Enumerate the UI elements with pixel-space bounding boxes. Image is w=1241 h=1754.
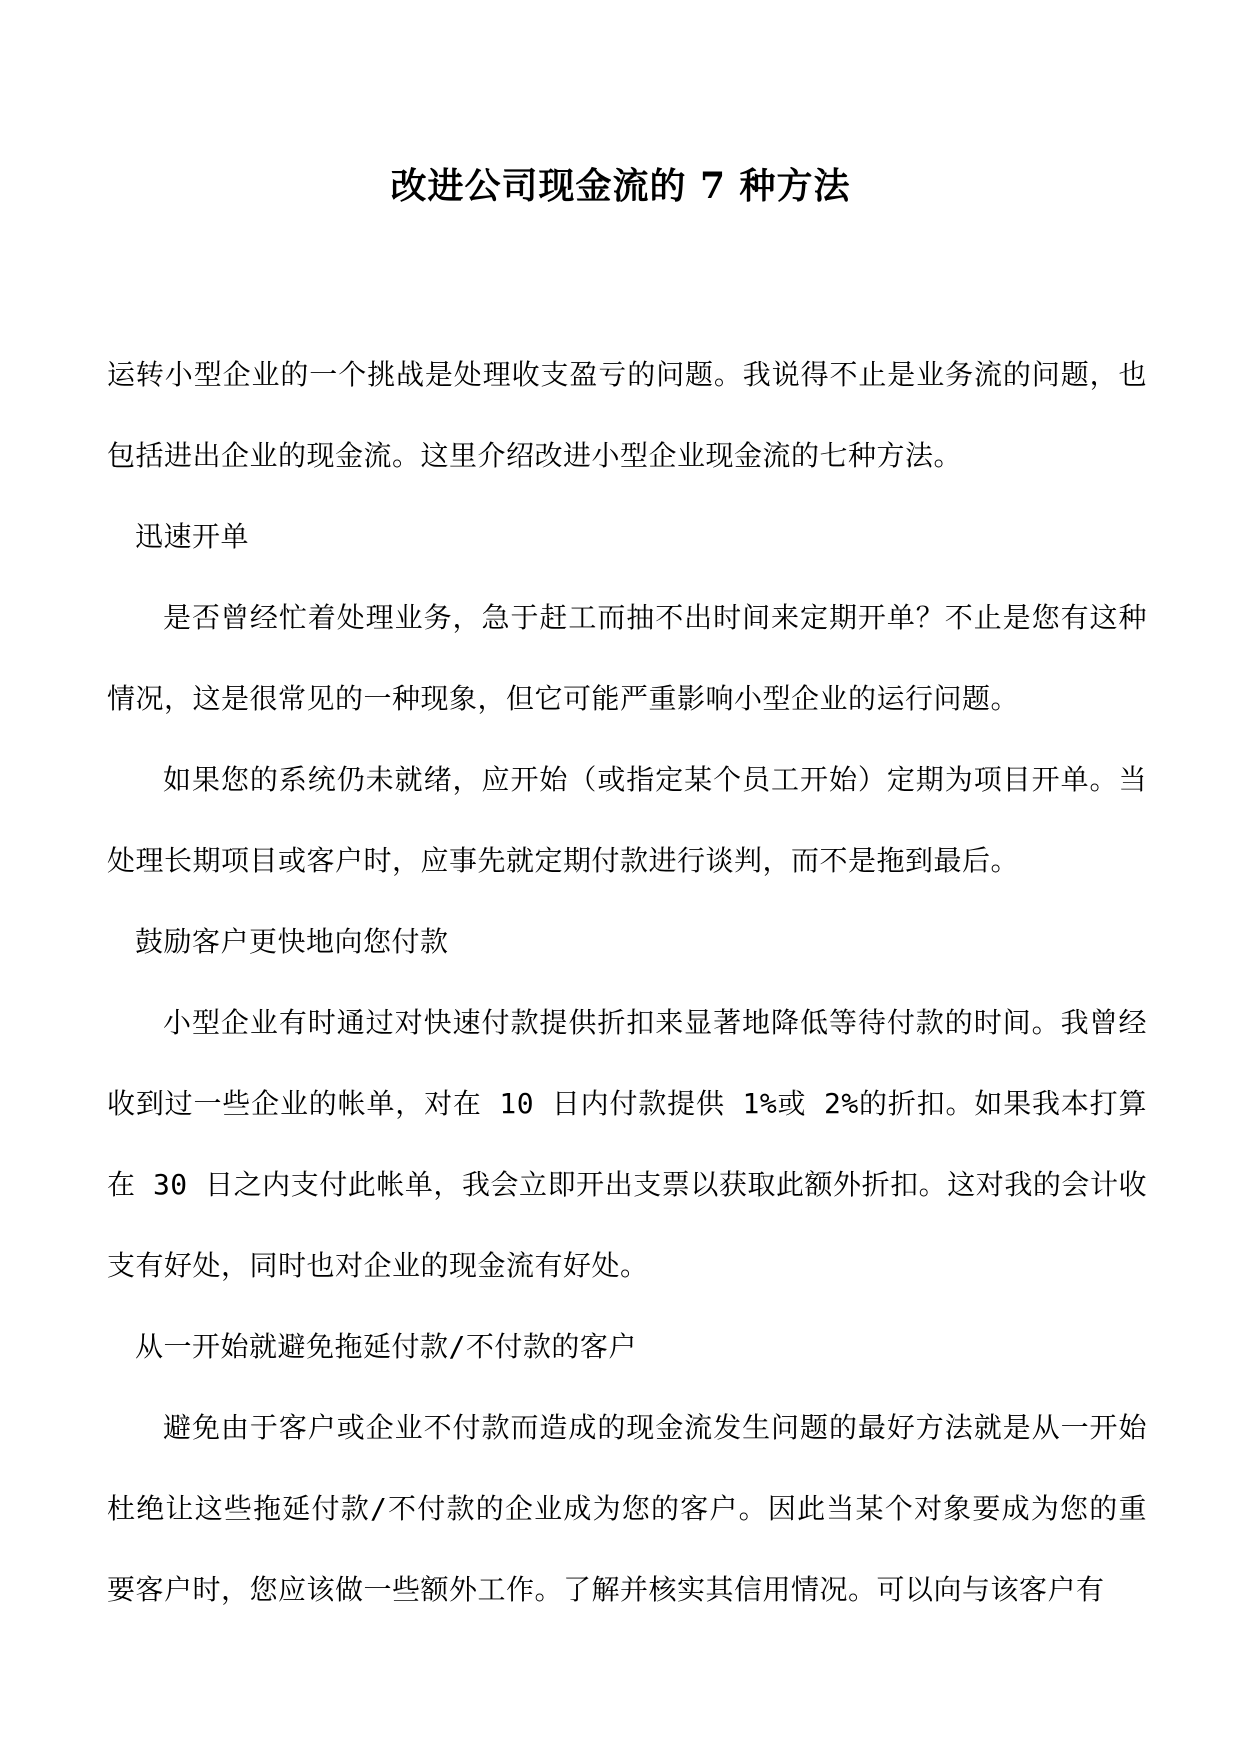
paragraph-payment-discount: 小型企业有时通过对快速付款提供折扣来显著地降低等待付款的时间。我曾经收到过一些企业的帐单，对在 10 日内付款提供 1%或 2%的折扣。如果我本打算在 30 日之内支付此帐单，我会立即开出支票以获取此额外折扣。这对我的会计收支有好处，同时也对企业的现金流有好处。 [107,1006,1147,1282]
section-heading-invoice-quickly: 迅速开单 [135,520,250,553]
document-title: 改进公司现金流的 7 种方法 [390,165,851,207]
section-heading-encourage-payment: 鼓励客户更快地向您付款 [135,925,449,958]
paragraph-avoid-late-payers: 避免由于客户或企业不付款而造成的现金流发生问题的最好方法就是从一开始杜绝让这些拖延付款/不付款的企业成为您的客户。因此当某个对象要成为您的重要客户时，您应该做一些额外工作。了解并核实其信用情况。可以向与该客户有 [107,1411,1147,1606]
intro-paragraph: 运转小型企业的一个挑战是处理收支盈亏的问题。我说得不止是业务流的问题，也包括进出企业的现金流。这里介绍改进小型企业现金流的七种方法。 [107,358,1147,472]
section-heading-avoid-late-payers: 从一开始就避免拖延付款/不付款的客户 [135,1330,637,1363]
paragraph-invoice-solution: 如果您的系统仍未就绪，应开始（或指定某个员工开始）定期为项目开单。当处理长期项目或客户时，应事先就定期付款进行谈判，而不是拖到最后。 [107,763,1147,877]
paragraph-invoice-problem: 是否曾经忙着处理业务，急于赶工而抽不出时间来定期开单？不止是您有这种情况，这是很常见的一种现象，但它可能严重影响小型企业的运行问题。 [107,601,1147,715]
document-body [107,334,1147,1630]
